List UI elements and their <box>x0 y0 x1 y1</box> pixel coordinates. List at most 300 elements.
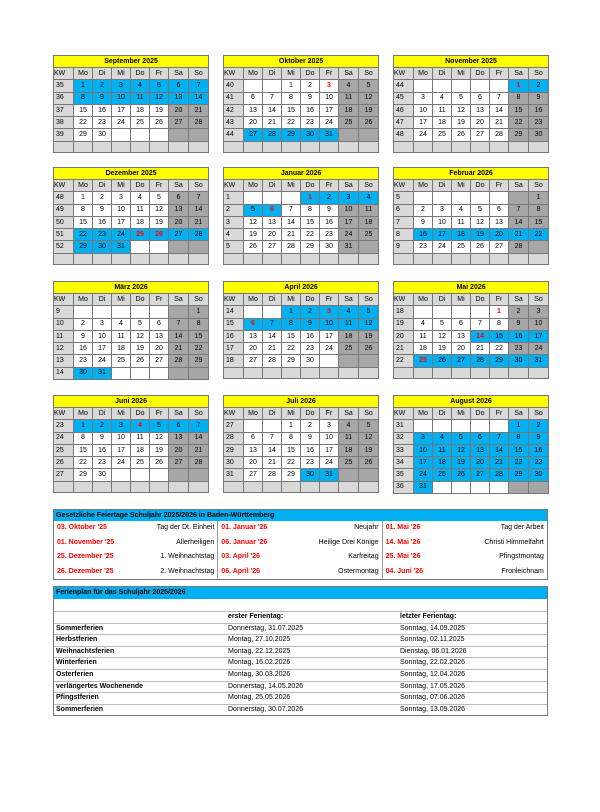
ferien-first-day: Montag, 22.12.2025 <box>228 647 291 655</box>
day-cell: 8 <box>509 92 529 104</box>
day-cell: 11 <box>433 444 452 456</box>
holiday-date: 01. November '25 <box>57 538 115 546</box>
spacer-cell <box>189 141 209 152</box>
day-cell: 6 <box>169 420 189 432</box>
day-cell: 29 <box>490 355 509 367</box>
spacer-cell <box>282 141 301 152</box>
day-cell: 4 <box>339 420 359 432</box>
day-cell <box>433 481 452 493</box>
day-cell: 1 <box>282 306 301 318</box>
day-cell: 31 <box>414 481 433 493</box>
weekday-header: Sa <box>169 180 189 192</box>
ferien-last-day: Sonntag, 12.04.2026 <box>400 670 466 678</box>
day-cell: 17 <box>320 444 339 456</box>
day-cell: 26 <box>359 117 379 129</box>
day-cell: 3 <box>433 204 452 216</box>
spacer-cell <box>529 253 549 264</box>
week-number: 6 <box>394 204 414 216</box>
day-cell <box>131 241 150 253</box>
week-number: 46 <box>394 104 414 116</box>
day-cell: 27 <box>244 355 263 367</box>
week-row <box>54 229 209 241</box>
spacer-cell <box>394 253 414 264</box>
day-cell: 15 <box>529 216 549 228</box>
day-cell: 25 <box>359 229 379 241</box>
day-cell: 12 <box>359 432 379 444</box>
day-cell: 8 <box>282 92 301 104</box>
day-cell: 7 <box>189 192 209 204</box>
weekday-header: Mi <box>452 180 471 192</box>
day-cell: 27 <box>452 355 471 367</box>
day-cell: 19 <box>150 444 169 456</box>
weekday-header: Mi <box>112 68 131 80</box>
day-cell: 23 <box>529 117 549 129</box>
day-cell: 22 <box>301 229 320 241</box>
ferien-header-row <box>54 612 547 624</box>
weekday-header: Mo <box>244 294 263 306</box>
day-cell: 3 <box>320 420 339 432</box>
spacer-cell <box>54 253 74 264</box>
day-cell: 16 <box>74 343 93 355</box>
day-cell: 14 <box>509 216 529 228</box>
week-row <box>224 432 379 444</box>
week-row <box>224 104 379 116</box>
week-number: 14 <box>224 306 244 318</box>
day-cell: 6 <box>263 204 282 216</box>
day-cell <box>263 80 282 92</box>
holiday-name: Fronleichnam <box>501 567 544 575</box>
day-cell <box>169 367 189 379</box>
day-cell: 16 <box>509 330 529 342</box>
day-cell: 20 <box>471 457 490 469</box>
weekday-header: So <box>529 68 549 80</box>
day-cell: 21 <box>490 457 509 469</box>
day-cell: 26 <box>452 469 471 481</box>
month-table <box>393 281 549 379</box>
day-cell <box>414 306 433 318</box>
week-row <box>394 92 549 104</box>
weekday-header: Mi <box>282 180 301 192</box>
day-cell <box>244 80 263 92</box>
ferien-header-name <box>54 612 226 623</box>
day-cell: 20 <box>263 229 282 241</box>
day-cell: 27 <box>471 469 490 481</box>
day-cell: 23 <box>301 117 320 129</box>
day-cell: 2 <box>93 420 112 432</box>
day-cell: 13 <box>452 330 471 342</box>
day-cell: 1 <box>301 192 320 204</box>
spacer-cell <box>320 253 339 264</box>
day-cell: 5 <box>359 420 379 432</box>
day-cell: 11 <box>339 92 359 104</box>
day-cell: 16 <box>414 229 433 241</box>
day-cell: 11 <box>112 330 131 342</box>
ferien-name: Sommerferien <box>56 624 104 632</box>
week-row <box>54 318 209 330</box>
week-row <box>394 204 549 216</box>
week-row <box>224 129 379 141</box>
holiday-date: 01. Januar '26 <box>221 524 268 531</box>
spacer-cell <box>301 253 320 264</box>
weekday-header: Di <box>263 294 282 306</box>
day-cell: 7 <box>263 92 282 104</box>
week-number: 31 <box>394 420 414 432</box>
day-cell <box>490 481 509 493</box>
day-cell <box>169 469 189 481</box>
day-cell: 16 <box>320 216 339 228</box>
day-cell: 30 <box>74 367 93 379</box>
day-cell <box>150 129 169 141</box>
day-cell: 10 <box>112 432 131 444</box>
day-cell <box>150 367 169 379</box>
spacer-cell <box>339 481 359 492</box>
week-row <box>224 117 379 129</box>
week-number: 14 <box>54 367 74 379</box>
day-cell: 17 <box>93 343 112 355</box>
day-cell: 20 <box>490 229 509 241</box>
weekday-header: Fr <box>490 294 509 306</box>
day-cell: 21 <box>509 229 529 241</box>
ferien-row <box>54 635 547 647</box>
week-number: 50 <box>54 216 74 228</box>
weekday-header: Di <box>263 68 282 80</box>
day-cell: 1 <box>74 420 93 432</box>
holiday-date: 06. Januar '26 <box>221 538 268 546</box>
week-row <box>224 204 379 216</box>
week-row <box>394 216 549 228</box>
holiday-name: 2. Weihnachtstag <box>160 567 215 575</box>
week-number: 19 <box>394 318 414 330</box>
weekday-header: Mo <box>74 180 93 192</box>
day-cell <box>339 355 359 367</box>
spacer-cell <box>320 367 339 378</box>
day-cell: 13 <box>490 216 509 228</box>
day-cell <box>189 241 209 253</box>
day-cell: 28 <box>189 229 209 241</box>
day-cell: 3 <box>93 318 112 330</box>
day-cell: 6 <box>169 192 189 204</box>
weekday-header: Mo <box>74 68 93 80</box>
weekday-header: KW <box>394 294 414 306</box>
month-title: Juli 2026 <box>224 396 379 408</box>
spacer-cell <box>529 141 549 152</box>
week-row <box>224 444 379 456</box>
day-cell: 16 <box>529 104 549 116</box>
day-cell: 1 <box>189 306 209 318</box>
day-cell: 25 <box>131 229 150 241</box>
day-cell: 28 <box>263 469 282 481</box>
week-row <box>394 241 549 253</box>
month-title: März 2026 <box>54 282 209 294</box>
day-cell: 23 <box>509 343 529 355</box>
weekday-header: So <box>189 294 209 306</box>
month-title: November 2025 <box>394 56 549 68</box>
day-cell: 21 <box>471 343 490 355</box>
day-cell: 2 <box>93 192 112 204</box>
day-cell: 10 <box>529 318 549 330</box>
day-cell: 9 <box>74 330 93 342</box>
spacer-cell <box>414 367 433 378</box>
spacer-cell <box>150 141 169 152</box>
week-row <box>54 192 209 204</box>
day-cell <box>339 129 359 141</box>
holiday-cell <box>218 536 382 551</box>
day-cell: 28 <box>282 241 301 253</box>
holiday-cell <box>54 565 218 580</box>
ferien-name: Sommerferien <box>56 705 104 713</box>
day-cell: 31 <box>320 469 339 481</box>
weekday-header: Sa <box>169 408 189 420</box>
day-cell: 17 <box>339 216 359 228</box>
week-row <box>224 306 379 318</box>
weekday-header: So <box>359 180 379 192</box>
day-cell: 21 <box>189 444 209 456</box>
day-cell: 11 <box>359 204 379 216</box>
day-cell <box>471 420 490 432</box>
day-cell: 19 <box>359 330 379 342</box>
month-table <box>223 55 379 153</box>
day-cell: 27 <box>263 241 282 253</box>
weekday-header: So <box>359 408 379 420</box>
day-cell: 24 <box>112 457 131 469</box>
day-cell: 5 <box>433 318 452 330</box>
holiday-row <box>54 536 547 551</box>
day-cell: 9 <box>93 204 112 216</box>
holiday-name: Tag der Arbeit <box>500 524 544 531</box>
day-cell <box>433 420 452 432</box>
day-cell: 14 <box>490 444 509 456</box>
day-cell: 25 <box>433 469 452 481</box>
day-cell: 26 <box>150 457 169 469</box>
spacer-cell <box>394 367 414 378</box>
day-cell: 19 <box>433 343 452 355</box>
day-cell: 30 <box>320 241 339 253</box>
day-cell: 12 <box>131 330 150 342</box>
day-cell: 7 <box>490 432 509 444</box>
spacer-cell <box>244 141 263 152</box>
ferien-last-day: Sonntag, 14.09.2025 <box>400 624 466 632</box>
holiday-cell <box>218 521 382 536</box>
day-cell: 29 <box>282 469 301 481</box>
holiday-row <box>54 550 547 565</box>
day-cell: 6 <box>490 204 509 216</box>
month-title: September 2025 <box>54 56 209 68</box>
day-cell: 3 <box>529 306 549 318</box>
day-cell <box>263 420 282 432</box>
day-cell: 9 <box>414 216 433 228</box>
weekday-header: Di <box>93 68 112 80</box>
day-cell: 9 <box>509 318 529 330</box>
day-cell <box>471 481 490 493</box>
spacer-cell <box>244 481 263 492</box>
week-number: 40 <box>224 80 244 92</box>
day-cell: 7 <box>169 318 189 330</box>
day-cell: 20 <box>169 444 189 456</box>
day-cell: 15 <box>509 444 529 456</box>
spacer-cell <box>339 253 359 264</box>
day-cell: 18 <box>131 216 150 228</box>
spacer-cell <box>282 481 301 492</box>
weekday-header: KW <box>54 68 74 80</box>
spacer-cell <box>93 253 112 264</box>
day-cell: 31 <box>320 129 339 141</box>
day-cell <box>509 192 529 204</box>
day-cell: 28 <box>490 129 509 141</box>
day-cell: 2 <box>301 420 320 432</box>
week-number: 48 <box>54 192 74 204</box>
weekday-header: Fr <box>320 408 339 420</box>
weekday-header: Do <box>471 408 490 420</box>
day-cell: 25 <box>452 241 471 253</box>
day-cell: 30 <box>93 241 112 253</box>
day-cell: 26 <box>150 229 169 241</box>
day-cell: 30 <box>509 355 529 367</box>
week-number: 52 <box>54 241 74 253</box>
day-cell: 15 <box>74 104 93 116</box>
day-cell: 9 <box>529 432 549 444</box>
day-cell <box>433 80 452 92</box>
holiday-date: 03. Oktober '25 <box>57 524 107 531</box>
day-cell: 9 <box>93 432 112 444</box>
spacer-cell <box>282 367 301 378</box>
day-cell: 2 <box>529 420 549 432</box>
spacer-cell <box>189 481 209 492</box>
week-number: 42 <box>224 104 244 116</box>
day-cell: 21 <box>490 117 509 129</box>
weekday-header: Mo <box>74 294 93 306</box>
day-cell: 1 <box>529 192 549 204</box>
weekday-header: Mi <box>282 294 301 306</box>
week-row <box>224 192 379 204</box>
week-row <box>394 104 549 116</box>
holiday-date: 06. April '26 <box>221 567 261 575</box>
week-row <box>54 420 209 432</box>
weekday-header: Di <box>433 408 452 420</box>
spacer-cell <box>301 367 320 378</box>
spacer-cell <box>263 141 282 152</box>
holiday-date: 25. Mai '26 <box>385 553 421 560</box>
day-cell: 10 <box>93 330 112 342</box>
day-cell: 12 <box>452 104 471 116</box>
week-number: 31 <box>224 469 244 481</box>
weekday-header: Mo <box>414 68 433 80</box>
day-cell: 13 <box>244 104 263 116</box>
weekday-header: So <box>359 68 379 80</box>
day-cell: 4 <box>339 80 359 92</box>
week-row <box>394 444 549 456</box>
spacer-cell <box>224 253 244 264</box>
week-number: 11 <box>54 330 74 342</box>
day-cell: 15 <box>301 216 320 228</box>
day-cell <box>131 469 150 481</box>
day-cell <box>433 192 452 204</box>
day-cell: 2 <box>301 306 320 318</box>
day-cell: 15 <box>74 444 93 456</box>
day-cell: 25 <box>131 457 150 469</box>
day-cell: 28 <box>509 241 529 253</box>
spacer-cell <box>54 141 74 152</box>
spacer-cell <box>433 367 452 378</box>
ferien-name: Pfingstferien <box>56 694 99 702</box>
weekday-header: Fr <box>150 180 169 192</box>
day-cell: 8 <box>74 204 93 216</box>
ferien-last-day: Sonntag, 13.09.2026 <box>400 705 466 713</box>
week-row <box>394 129 549 141</box>
day-cell: 24 <box>112 117 131 129</box>
week-number: 34 <box>394 457 414 469</box>
day-cell <box>471 192 490 204</box>
day-cell: 7 <box>189 420 209 432</box>
day-cell: 7 <box>263 318 282 330</box>
day-cell: 4 <box>414 318 433 330</box>
week-number: 16 <box>224 330 244 342</box>
day-cell <box>131 129 150 141</box>
ferien-name: Herbstferien <box>56 636 98 644</box>
day-cell: 3 <box>320 80 339 92</box>
weekday-header: Fr <box>320 68 339 80</box>
week-number: 37 <box>54 104 74 116</box>
day-cell: 2 <box>301 80 320 92</box>
day-cell: 10 <box>433 216 452 228</box>
holiday-cell <box>54 536 218 551</box>
weekday-header: Mo <box>244 408 263 420</box>
ferien-name: Winterferien <box>56 659 97 667</box>
spacer-cell <box>359 367 379 378</box>
weekday-header: Do <box>301 68 320 80</box>
week-number: 27 <box>54 469 74 481</box>
day-cell: 20 <box>169 216 189 228</box>
ferien-row <box>54 624 547 636</box>
week-row <box>54 457 209 469</box>
week-row <box>54 104 209 116</box>
month-title: August 2026 <box>394 396 549 408</box>
month-title: Januar 2026 <box>224 168 379 180</box>
day-cell: 22 <box>282 343 301 355</box>
day-cell: 25 <box>339 117 359 129</box>
holidays-title: Gesetzliche Feiertage Schuljahr 2025/2026 in Baden-Württemberg <box>54 510 547 521</box>
day-cell: 29 <box>282 355 301 367</box>
month-table <box>53 167 209 265</box>
spacer-cell <box>169 481 189 492</box>
week-row <box>224 318 379 330</box>
weekday-header: So <box>189 68 209 80</box>
weekday-header: KW <box>54 180 74 192</box>
day-cell: 1 <box>282 420 301 432</box>
day-cell: 10 <box>320 92 339 104</box>
holiday-row <box>54 521 547 536</box>
day-cell <box>244 420 263 432</box>
day-cell: 27 <box>244 129 263 141</box>
month-title: April 2026 <box>224 282 379 294</box>
week-row <box>394 306 549 318</box>
holiday-cell <box>383 550 547 565</box>
day-cell: 14 <box>282 216 301 228</box>
day-cell: 16 <box>93 216 112 228</box>
day-cell <box>414 80 433 92</box>
week-number: 9 <box>394 241 414 253</box>
day-cell <box>131 306 150 318</box>
week-number: 44 <box>394 80 414 92</box>
day-cell: 1 <box>490 306 509 318</box>
week-row <box>394 469 549 481</box>
day-cell: 27 <box>169 457 189 469</box>
day-cell: 14 <box>263 104 282 116</box>
day-cell: 7 <box>471 318 490 330</box>
day-cell: 8 <box>74 92 93 104</box>
day-cell: 6 <box>471 432 490 444</box>
holiday-cell <box>218 550 382 565</box>
day-cell: 10 <box>414 104 433 116</box>
